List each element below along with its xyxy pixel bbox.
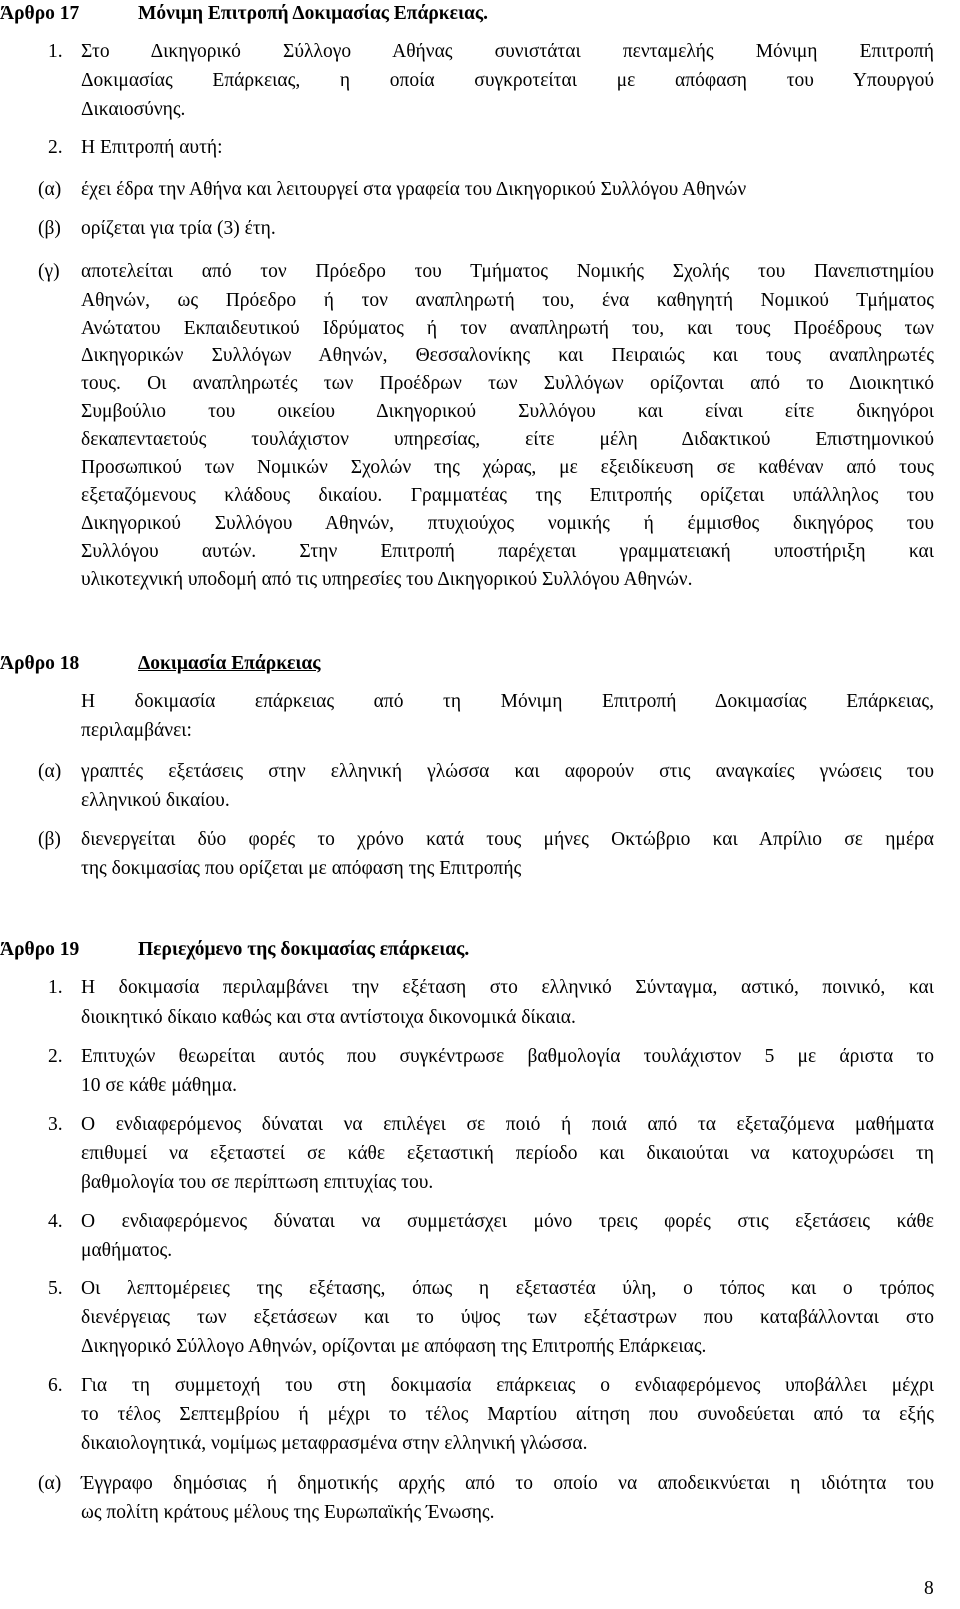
paragraph-number: 4. (48, 1211, 63, 1232)
item-line: εξεταζόμενους κλάδους δικαίου. Γραμματέας της Επιτροπής ορίζεται υπάλληλος του (81, 485, 934, 506)
item-marker: (α) (38, 179, 62, 200)
paragraph-line: Στο Δικηγορικό Σύλλογο Αθήνας συνιστάται πενταμελής Μόνιμη Επιτροπή (81, 41, 934, 62)
paragraph-line: Δικαιοσύνης. (81, 99, 186, 120)
paragraph-number: 2. (48, 1046, 63, 1067)
paragraph-line: περιλαμβάνει: (81, 720, 192, 741)
article-18-title: Δοκιμασία Επάρκειας (138, 653, 321, 674)
item-line: διενεργείται δύο φορές το χρόνο κατά τους μήνες Οκτώβριο και Απρίλιο σε ημέρα (81, 829, 934, 850)
item-line: της δοκιμασίας που ορίζεται με απόφαση της Επιτροπής (81, 858, 522, 879)
paragraph-line: Επιτυχών θεωρείται αυτός που συγκέντρωσε βαθμολογία τουλάχιστον 5 με άριστα το (81, 1046, 934, 1067)
paragraph-line: Οι λεπτομέρειες της εξέτασης, όπως η εξεταστέα ύλη, ο τόπος και ο τρόπος (81, 1278, 934, 1299)
item-line: ελληνικού δικαίου. (81, 790, 230, 811)
paragraph-line: διοικητικό δίκαιο καθώς και στα αντίστοιχα δικονομικά δίκαια. (81, 1007, 576, 1028)
item-marker: (β) (38, 218, 61, 239)
item-line: δεκαπενταετούς τουλάχιστον υπηρεσίας, είτε μέλη Διδακτικού Επιστημονικού (81, 429, 934, 450)
item-line: ως πολίτη κράτους μέλους της Ευρωπαϊκής Ένωσης. (81, 1502, 495, 1523)
paragraph-number: 2. (48, 137, 63, 158)
item-line: Προσωπικού των Νομικών Σχολών της χώρας, με εξειδίκευση σε καθέναν από τους (81, 457, 934, 478)
paragraph-line: βαθμολογία του σε περίπτωση επιτυχίας του. (81, 1172, 434, 1193)
paragraph-line: διενέργειας των εξετάσεων και το ύψος των εξέταστρων που καταβάλλονται στο (81, 1307, 934, 1328)
paragraph-line: Ο ενδιαφερόμενος δύναται να επιλέγει σε ποιό ή ποιά από τα εξεταζόμενα μαθήματα (81, 1114, 934, 1135)
article-17-title: Μόνιμη Επιτροπή Δοκιμασίας Επάρκειας. (138, 3, 489, 24)
item-text: ορίζεται για τρία (3) έτη. (81, 218, 276, 239)
item-line: υλικοτεχνική υποδομή από τις υπηρεσίες του Δικηγορικού Συλλόγου Αθηνών. (81, 569, 693, 590)
item-marker: (α) (38, 1473, 62, 1494)
item-line: Αθηνών, ως Πρόεδρο ή τον αναπληρωτή του, ένα καθηγητή Νομικού Τμήματος (81, 290, 934, 311)
item-line: τους. Οι αναπληρωτές των Προέδρων των Συλλόγων ορίζονται από το Διοικητικό (81, 373, 934, 394)
item-line: Συμβούλιο του οικείου Δικηγορικού Συλλόγου και είναι είτε δικηγόροι (81, 401, 934, 422)
paragraph-number: 1. (48, 41, 63, 62)
paragraph-line: Ο ενδιαφερόμενος δύναται να συμμετάσχει μόνο τρεις φορές στις εξετάσεις κάθε (81, 1211, 934, 1232)
paragraph-line: Η Επιτροπή αυτή: (81, 137, 223, 158)
paragraph-line: δικαιολογητικά, νομίμως μεταφρασμένα στην ελληνική γλώσσα. (81, 1433, 588, 1454)
article-19-title: Περιεχόμενο της δοκιμασίας επάρκειας. (138, 939, 470, 960)
article-19-label: Άρθρο 19 (0, 939, 80, 960)
paragraph-line: μαθήματος. (81, 1240, 173, 1261)
item-line: Δικηγορικού Συλλόγου Αθηνών, πτυχιούχος νομικής ή έμμισθος δικηγόρος του (81, 513, 934, 534)
page-number: 8 (924, 1578, 934, 1599)
paragraph-line: Για τη συμμετοχή του στη δοκιμασία επάρκειας ο ενδιαφερόμενος υποβάλλει μέχρι (81, 1375, 934, 1396)
item-text: έχει έδρα την Αθήνα και λειτουργεί στα γραφεία του Δικηγορικού Συλλόγου Αθηνών (81, 179, 747, 200)
paragraph-line: το τέλος Σεπτεμβρίου ή μέχρι το τέλος Μαρτίου αίτηση που συνοδεύεται από τα εξής (81, 1404, 934, 1425)
article-18-label: Άρθρο 18 (0, 653, 80, 674)
item-line: γραπτές εξετάσεις στην ελληνική γλώσσα και αφορούν στις αναγκαίες γνώσεις του (81, 761, 934, 782)
paragraph-line: επιθυμεί να εξεταστεί σε κάθε εξεταστική περίοδο και δικαιούται να κατοχυρώσει τη (81, 1143, 934, 1164)
paragraph-line: Η δοκιμασία περιλαμβάνει την εξέταση στο ελληνικό Σύνταγμα, αστικό, ποινικό, και (81, 977, 934, 998)
paragraph-line: Δοκιμασίας Επάρκειας, η οποία συγκροτείται με απόφαση του Υπουργού (81, 70, 934, 91)
paragraph-line: 10 σε κάθε μάθημα. (81, 1075, 237, 1096)
item-line: αποτελείται από τον Πρόεδρο του Τμήματος Νομικής Σχολής του Πανεπιστημίου (81, 261, 934, 282)
paragraph-line: Η δοκιμασία επάρκειας από τη Μόνιμη Επιτροπή Δοκιμασίας Επάρκειας, (81, 691, 934, 712)
item-line: Ανώτατου Εκπαιδευτικού Ιδρύματος ή τον αναπληρωτή του, και τους Προέδρους των (81, 318, 934, 339)
item-marker: (α) (38, 761, 62, 782)
paragraph-number: 1. (48, 977, 63, 998)
item-line: Έγγραφο δημόσιας ή δημοτικής αρχής από το οποίο να αποδεικνύεται η ιδιότητα του (81, 1473, 934, 1494)
paragraph-number: 3. (48, 1114, 63, 1135)
item-marker: (γ) (38, 261, 60, 282)
item-line: Δικηγορικών Συλλόγων Αθηνών, Θεσσαλονίκης και Πειραιώς και τους αναπληρωτές (81, 345, 934, 366)
paragraph-number: 5. (48, 1278, 63, 1299)
article-17-label: Άρθρο 17 (0, 3, 80, 24)
item-marker: (β) (38, 829, 61, 850)
paragraph-number: 6. (48, 1375, 63, 1396)
paragraph-line: Δικηγορικό Σύλλογο Αθηνών, ορίζονται με απόφαση της Επιτροπής Επάρκειας. (81, 1336, 707, 1357)
item-line: Συλλόγου αυτών. Στην Επιτροπή παρέχεται γραμματειακή υποστήριξη και (81, 541, 934, 562)
